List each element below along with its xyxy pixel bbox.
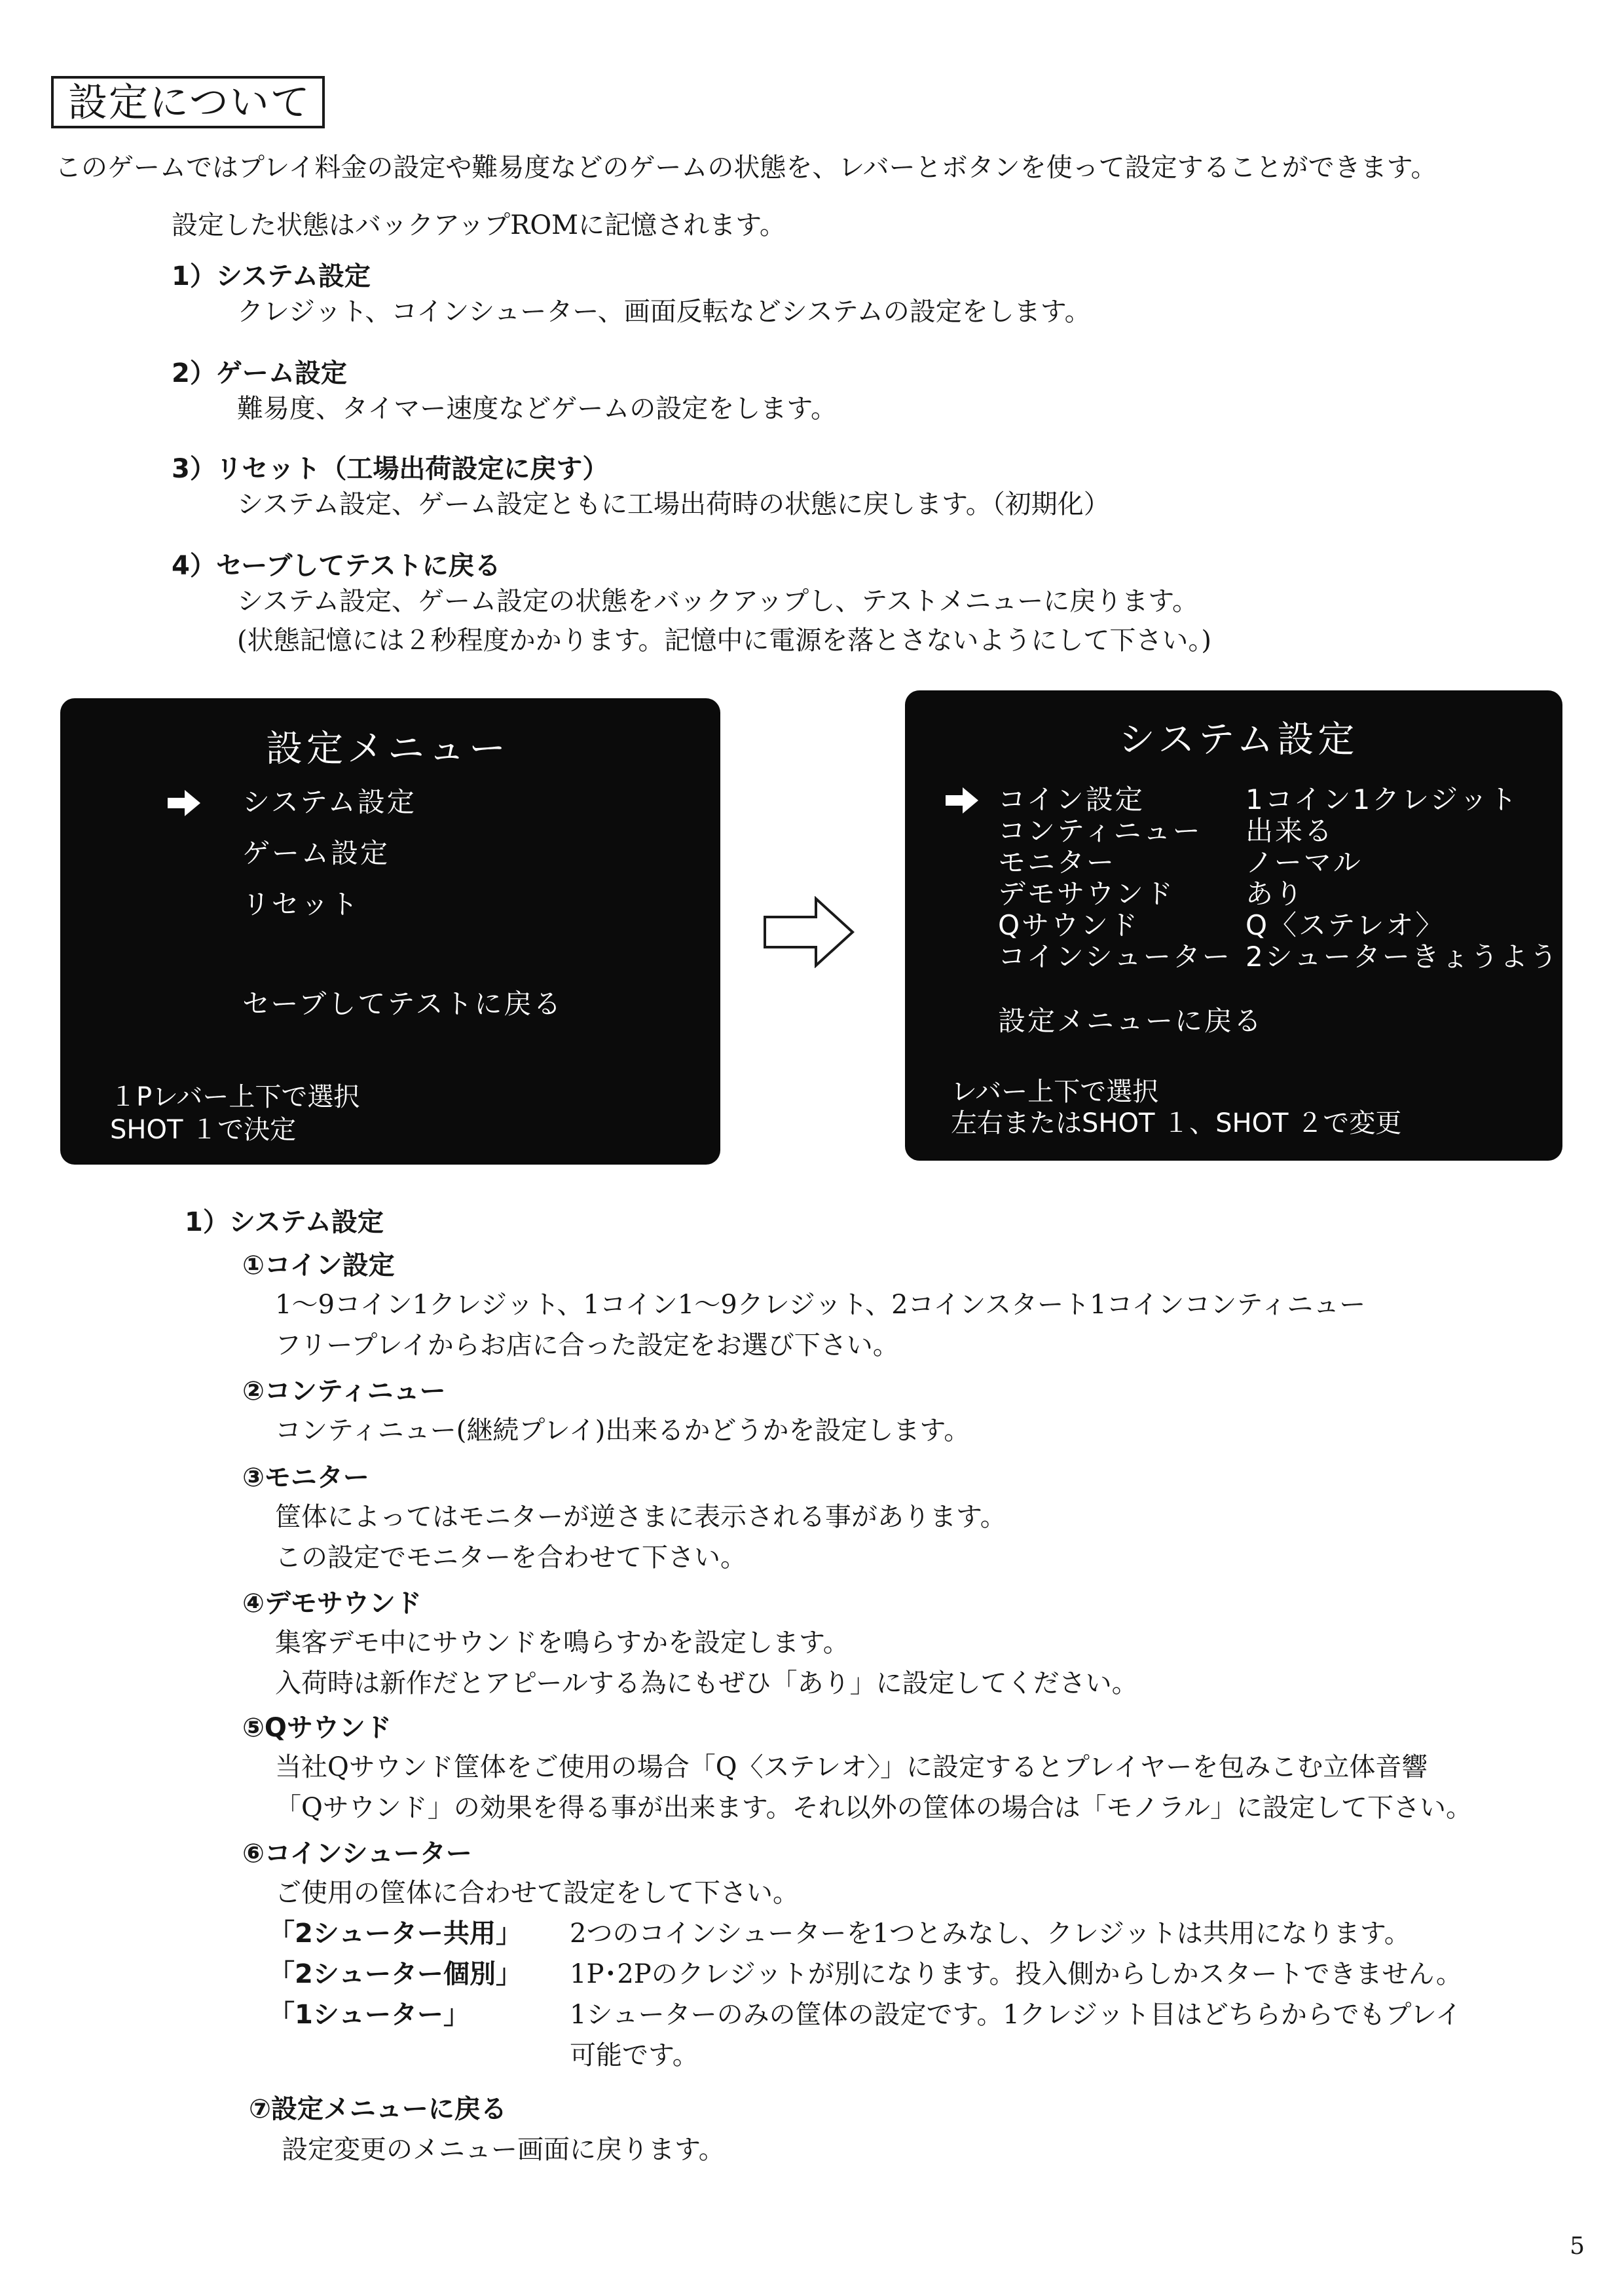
intro-line-1: このゲームではプレイ料金の設定や難易度などのゲームの状態を、レバーとボタンを使って設定することができます。 (55, 153, 1437, 183)
detail-section-coin-shooter-line-1: ご使用の筐体に合わせて設定をして下さい。 (275, 1878, 799, 1908)
system-row-label-monitor: モニター (998, 846, 1116, 878)
detail-section-demo-sound-line-2: 入荷時は新作だとアピールする為にもぜひ「あり」に設定してください。 (275, 1668, 1138, 1698)
overview-head-1: 1）システム設定 (172, 261, 371, 291)
overview-line-3-1: システム設定、ゲーム設定ともに工場出荷時の状態に戻します。（初期化） (237, 489, 1110, 519)
system-back-to-menu: 設定メニューに戻る (998, 1005, 1264, 1037)
detail-section-q-sound-line-2: 「Qサウンド」の効果を得る事が出来ます。それ以外の筐体の場合は「モノラル」に設定して下さい。 (275, 1793, 1472, 1823)
detail-section-continue-line-1: コンティニュー(継続プレイ)出来るかどうかを設定します。 (275, 1415, 970, 1446)
system-row-label-continue: コンティニュー (998, 815, 1202, 847)
detail-section-monitor-line-2: この設定でモニターを合わせて下さい。 (275, 1543, 747, 1573)
system-row-value-monitor: ノーマル (1246, 846, 1363, 878)
detail-head: 1）システム設定 (185, 1207, 384, 1237)
system-settings-screen (905, 690, 1562, 1161)
system-row-value-demo-sound: あり (1246, 878, 1305, 910)
shooter-option-shared-line-1: 2つのコインシューターを1つとみなし、クレジットは共用になります。 (570, 1919, 1411, 1949)
shooter-option-shared-label: 「2シューター共用」 (268, 1919, 523, 1949)
menu-item-game: ゲーム設定 (242, 837, 390, 869)
detail-section-coin-line-2: フリープレイからお店に合った設定をお選び下さい。 (275, 1330, 899, 1360)
menu-item-system: システム設定 (242, 786, 416, 818)
menu-item-save-return: セーブしてテストに戻る (242, 988, 563, 1020)
system-row-value-continue: 出来る (1246, 815, 1335, 847)
detail-section-coin-head: ①コイン設定 (242, 1250, 395, 1281)
detail-section-coin-shooter-head: ⑥コインシューター (242, 1839, 472, 1869)
intro-line-2: 設定した状態はバックアップROMに記憶されます。 (172, 210, 786, 240)
selection-arrow-icon (168, 790, 200, 816)
system-row-label-coin: コイン設定 (998, 783, 1145, 815)
shooter-option-separate-line-1: 1P･2Pのクレジットが別になります。投入側からしかスタートできません。 (570, 1959, 1462, 1989)
menu-screen-title: 設定メニュー (266, 728, 509, 770)
shooter-option-single-line-1: 1シューターのみの筐体の設定です。1クレジット目はどちらからでもプレイ (570, 2000, 1462, 2030)
shooter-option-separate-label: 「2シューター個別」 (268, 1959, 523, 1989)
system-footer-line-1: レバー上下で選択 (951, 1077, 1159, 1107)
overview-head-2: 2）ゲーム設定 (172, 358, 347, 388)
detail-section-demo-sound-head: ④デモサウンド (242, 1588, 422, 1619)
system-row-value-q-sound: Q〈ステレオ〉 (1246, 909, 1445, 941)
system-screen-title: システム設定 (1118, 719, 1359, 761)
system-row-label-demo-sound: デモサウンド (998, 878, 1175, 910)
overview-line-4-2: (状態記憶には２秒程度かかります。記憶中に電源を落とさないようにして下さい。) (237, 626, 1212, 656)
system-row-value-coin: 1コイン1クレジット (1246, 783, 1519, 815)
menu-footer-line-2: SHOT １で決定 (110, 1115, 297, 1145)
shooter-option-single-label: 「1シューター」 (268, 2000, 470, 2030)
system-row-label-q-sound: Qサウンド (998, 909, 1140, 941)
menu-item-reset: リセット (242, 888, 360, 920)
menu-footer-line-1: １Pレバー上下で選択 (110, 1082, 360, 1112)
detail-section-continue-head: ②コンティニュー (242, 1376, 446, 1406)
page-title: 設定について (68, 80, 311, 126)
detail-section-coin-line-1: 1～9コイン1クレジット、1コイン1～9クレジット、2コインスタート1コインコンティニュー (275, 1290, 1366, 1320)
page-number: 5 (1570, 2233, 1585, 2260)
settings-menu-screen (60, 698, 720, 1165)
outline-arrow-icon (762, 896, 855, 968)
detail-section-demo-sound-line-1: 集客デモ中にサウンドを鳴らすかを設定します。 (275, 1628, 849, 1658)
system-row-label-coin-shooter: コインシューター (998, 941, 1232, 973)
overview-line-1-1: クレジット、コインシューター、画面反転などシステムの設定をします。 (237, 297, 1091, 327)
overview-head-4: 4）セーブしてテストに戻る (172, 551, 501, 581)
detail-section-q-sound-line-1: 当社Qサウンド筐体をご使用の場合「Q〈ステレオ〉」に設定するとプレイヤーを包みこむ立体音響 (275, 1752, 1428, 1782)
detail-section-back-head: ⑦設定メニューに戻る (249, 2094, 507, 2124)
system-footer-line-2: 左右またはSHOT １、SHOT ２で変更 (951, 1108, 1402, 1138)
overview-line-2-1: 難易度、タイマー速度などゲームの設定をします。 (237, 394, 837, 424)
selection-arrow-icon (946, 787, 978, 814)
detail-section-q-sound-head: ⑤Qサウンド (242, 1713, 392, 1743)
shooter-option-single-line-2: 可能です。 (570, 2040, 699, 2071)
overview-head-3: 3）リセット（工場出荷設定に戻す） (172, 454, 609, 484)
detail-section-monitor-line-1: 筐体によってはモニターが逆さまに表示される事があります。 (275, 1502, 1006, 1532)
system-row-value-coin-shooter: 2シューターきょうよう (1246, 941, 1559, 973)
detail-section-back-line-1: 設定変更のメニュー画面に戻ります。 (282, 2135, 725, 2165)
detail-section-monitor-head: ③モニター (242, 1463, 369, 1493)
overview-line-4-1: システム設定、ゲーム設定の状態をバックアップし、テストメニューに戻ります。 (237, 586, 1198, 616)
